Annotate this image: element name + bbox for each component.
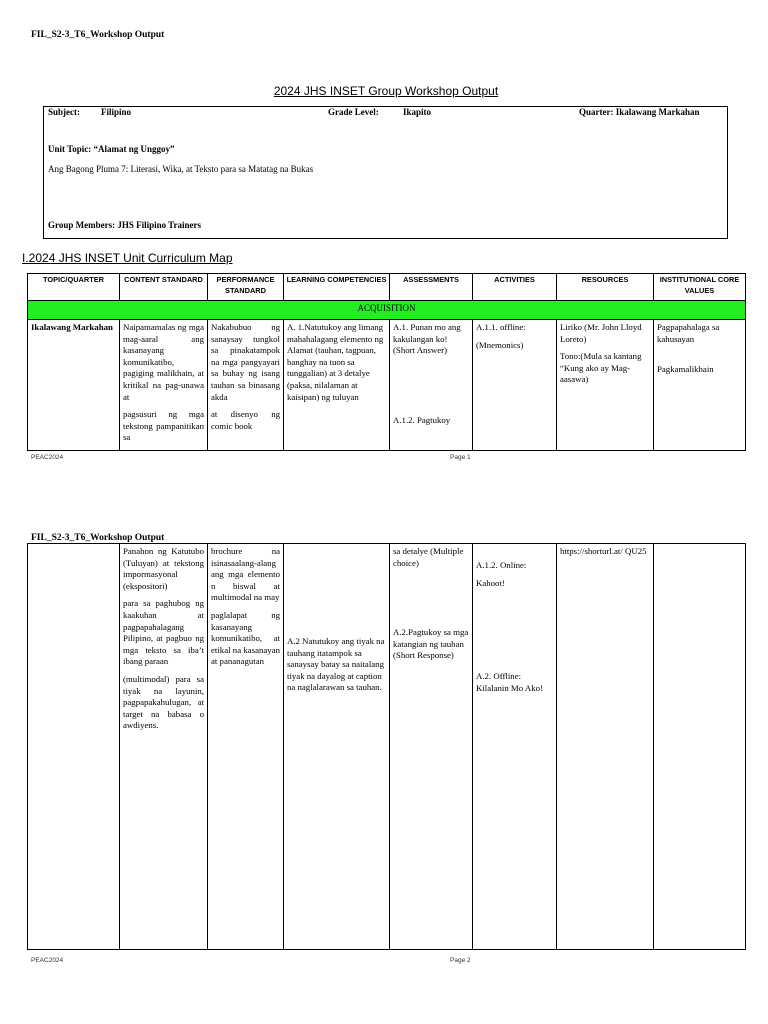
activity-text: Kahoot!	[476, 577, 505, 588]
content-standard-text: Naipamamalas ng mga mag-aaral ang kasanayang komunikatibo, pagiging malikhain, at kritikal na pag-unawa at	[123, 322, 204, 402]
col-header-activities: ACTIVITIES	[473, 274, 557, 301]
resource-text: Liriko (Mr. John Lloyd Loreto)	[560, 322, 642, 344]
content-standard-text: pagsusuri ng mga tekstong pampanitikan sa	[123, 409, 204, 443]
table-row	[28, 320, 746, 451]
performance-standard-cell	[208, 320, 284, 451]
learning-competency-cell	[284, 544, 390, 950]
activity-cell	[473, 320, 557, 451]
assessment-text: A.2.Pagtukoy sa mga katangian ng tauhan (Short Response)	[393, 627, 469, 661]
activity-text: A.2. Offline: Kilalanin Mo Ako!	[476, 671, 543, 693]
activity-cell	[473, 544, 557, 950]
assessment-text: A.1. Punan mo ang kakulangan ko! (Short Answer)	[393, 322, 461, 356]
content-standard-cell	[120, 544, 208, 950]
curriculum-map-table-continued	[27, 543, 746, 950]
topic-cell	[28, 544, 120, 950]
resource-cell	[557, 320, 654, 451]
page2-header: FIL_S2-3_T6_Workshop Output	[31, 533, 165, 543]
assessment-text: A.1.2. Pagtukoy	[393, 414, 451, 425]
activity-text: A.1.2. Online:	[476, 560, 527, 570]
document-title: 2024 JHS INSET Group Workshop Output	[273, 84, 499, 98]
col-header-content-standard: CONTENT STANDARD	[120, 274, 208, 301]
assessment-cell	[390, 320, 473, 451]
assessment-text: sa detalye (Multiple choice)	[393, 546, 464, 568]
subject-label: Subject:	[48, 107, 80, 117]
content-standard-cell	[120, 320, 208, 451]
performance-standard-text: Nakabubuo ng sanaysay tungkol sa pinakatampok na mga pangyayari sa buhay ng isang tauhan sa binasang akda	[211, 322, 280, 402]
performance-standard-text: paglalapat ng kasanayang komunikatibo, at etikal na kasanayan at pananagutan	[211, 609, 280, 667]
resource-cell	[557, 544, 654, 950]
core-values-cell	[654, 544, 746, 950]
core-value-text: Pagpapahalaga sa kahusayan	[657, 322, 720, 344]
page2-page-number: Page 2	[450, 957, 471, 964]
learning-competency-cell: A. 1.Natutukoy ang limang mahahalagang elemento ng Alamat (tauhan, tagpuan, banghay na tuon sa tunggalian) at 3 detalye (paksa, nilalaman at kaisipan) ng tuluyan	[284, 320, 390, 451]
core-values-cell	[654, 320, 746, 451]
group-members: Group Members: JHS Filipino Trainers	[48, 220, 202, 230]
performance-standard-cell	[208, 544, 284, 950]
table-row	[28, 544, 746, 950]
quarter-label: Quarter: Ikalawang Markahan	[579, 107, 700, 117]
learning-competency-text: A.2 Natutukoy ang tiyak na tauhang itatampok sa sanaysay batay sa naitalang tiyak na dayalog at caption na naglalarawan sa tauhan.	[287, 636, 385, 693]
grade-value: Ikapito	[403, 107, 432, 117]
col-header-assessments: ASSESSMENTS	[390, 274, 473, 301]
grade-label: Grade Level:	[328, 107, 379, 117]
col-header-topic: TOPIC/QUARTER	[28, 274, 120, 301]
content-standard-text: Panahon ng Katutubo (Tuluyan) at tekstong impormasyonal (ekspositori)	[123, 546, 204, 591]
section-title: I.2024 JHS INSET Unit Curriculum Map	[22, 251, 233, 265]
resource-link[interactable]: https://shorturl.at/ QU25	[560, 546, 647, 556]
acquisition-band: ACQUISITION	[28, 301, 746, 320]
info-box	[43, 106, 728, 239]
performance-standard-text: brochure na isinasaalang-alang ang mga elemento n biswal at multimodal na may	[211, 546, 280, 603]
activity-text: A.1.1. offline:	[476, 322, 526, 332]
page1-page-number: Page 1	[450, 454, 471, 461]
topic-cell: Ikalawang Markahan	[28, 320, 120, 451]
textbook-title: Ang Bagong Pluma 7: Literasi, Wika, at Teksto para sa Matatag na Bukas	[48, 164, 314, 174]
assessment-cell	[390, 544, 473, 950]
resource-text: Tono:(Mula sa kantang “Kung ako ay Mag-aasawa)	[560, 351, 642, 385]
performance-standard-text: at disenyo ng comic book	[211, 409, 280, 431]
page1-footer-left: PEAC2024	[31, 454, 64, 461]
subject-value: Filipino	[101, 107, 132, 117]
col-header-core-values: INSTITUTIONAL CORE VALUES	[654, 274, 746, 301]
col-header-performance-standard: PERFORMANCE STANDARD	[208, 274, 284, 301]
unit-topic: Unit Topic: “Alamat ng Unggoy”	[48, 144, 175, 154]
curriculum-map-table	[27, 273, 746, 451]
col-header-resources: RESOURCES	[557, 274, 654, 301]
page2-footer-left: PEAC2024	[31, 957, 64, 964]
content-standard-text: para sa paghubog ng kaakuhan at pagpapahalagang Pilipino, at pagbuo ng mga teksto sa iba’t ibang paraan	[123, 598, 204, 667]
col-header-learning-competencies: LEARNING COMPETENCIES	[284, 274, 390, 301]
activity-text: (Mnemonics)	[476, 339, 524, 350]
content-standard-text: (multimodal) para sa tiyak na layunin, pagpapakahulugan, at target na babasa o awdiyens.	[123, 673, 204, 731]
core-value-text: Pagkamalikhain	[657, 364, 714, 375]
page1-header: FIL_S2-3_T6_Workshop Output	[31, 30, 165, 40]
